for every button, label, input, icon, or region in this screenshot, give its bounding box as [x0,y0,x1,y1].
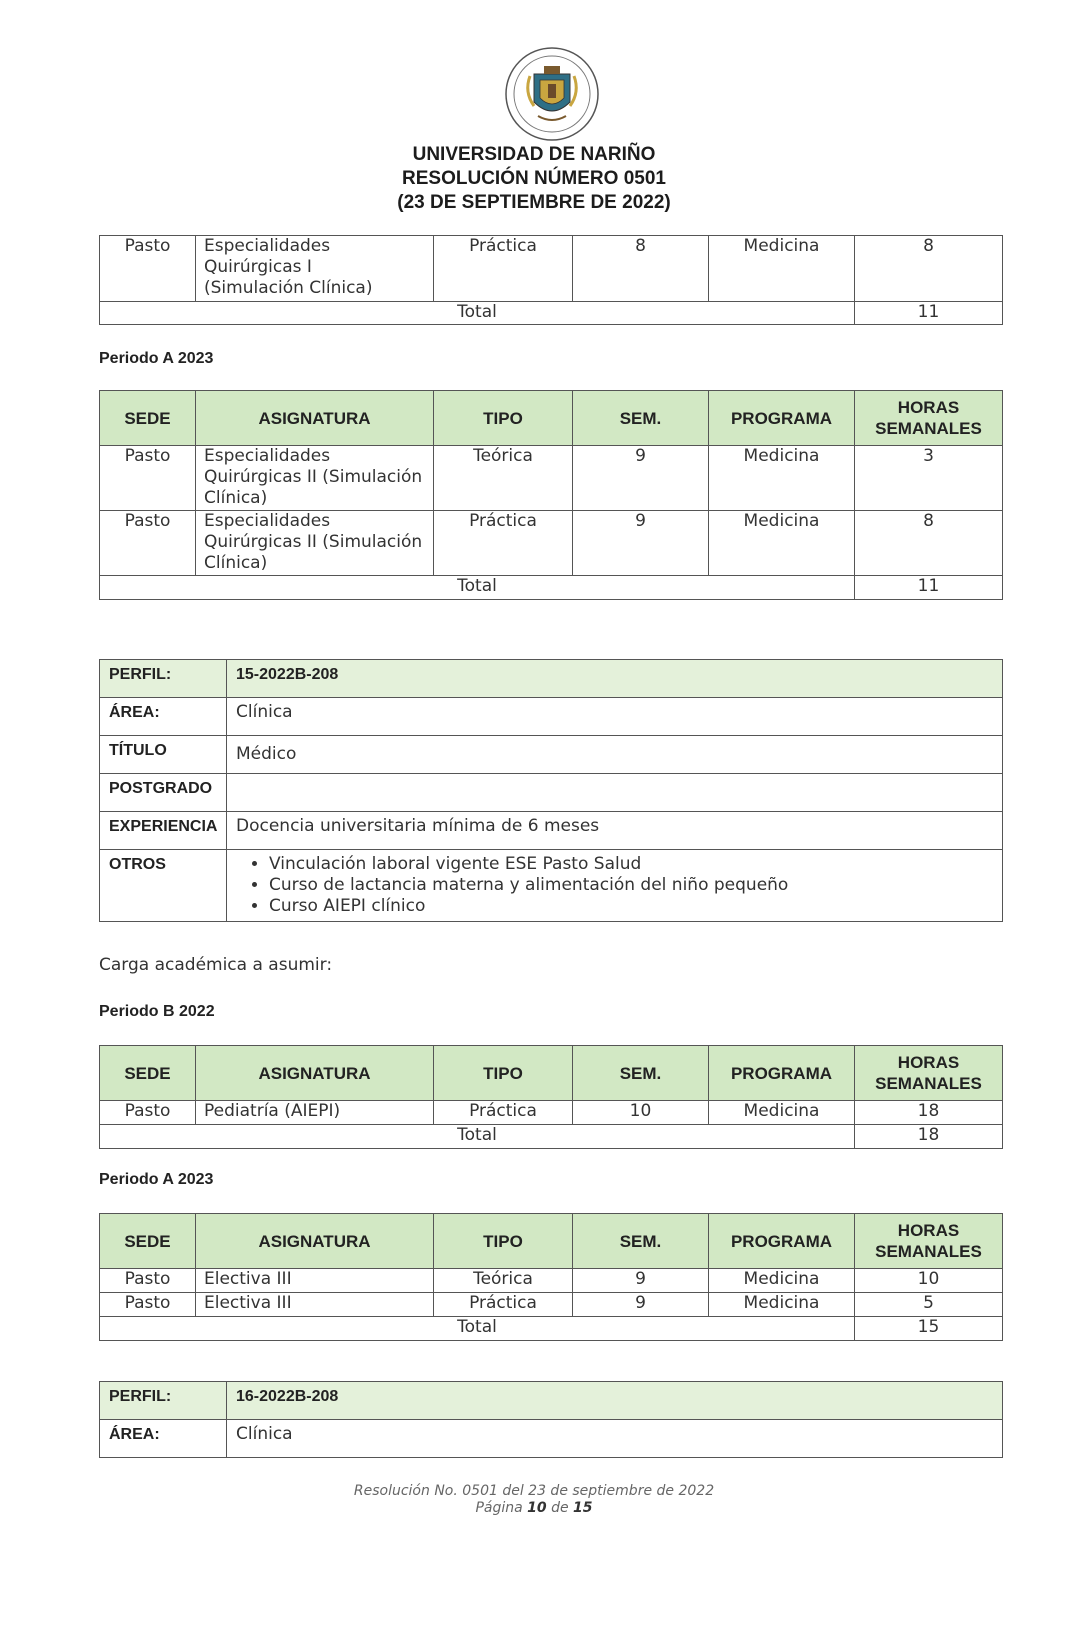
header-sem: SEM. [573,1046,709,1101]
total-label: Total [100,576,855,600]
cell-tipo: Práctica [434,236,573,302]
perfil-table-15 [99,659,1003,922]
table-row [100,1293,1003,1317]
area-label: ÁREA: [100,698,227,736]
cell-horas: 8 [855,511,1003,576]
cell-tipo: Teórica [434,1269,573,1293]
cell-sem: 9 [573,1293,709,1317]
titulo-label: TÍTULO [100,736,227,774]
schedule-table-periodo-b-2022 [99,1045,1003,1149]
header-asignatura: ASIGNATURA [196,1046,434,1101]
perfil-code: 15-2022B-208 [227,660,1003,698]
cell-programa: Medicina [709,446,855,511]
cell-programa: Medicina [709,236,855,302]
list-item: • Vinculación laboral vigente ESE Pasto Salud [269,854,993,875]
section-title: Periodo B 2022 [99,1003,215,1020]
otros-row [100,850,1003,922]
header-resolution-number: RESOLUCIÓN NÚMERO 0501 [402,168,666,189]
schedule-table-periodo-a-2023-electivas [99,1213,1003,1341]
header-sem: SEM. [573,1214,709,1269]
table-row [100,236,1003,302]
cell-asignatura: Electiva III [196,1293,434,1317]
cell-programa: Medicina [709,1269,855,1293]
cell-horas: 5 [855,1293,1003,1317]
footer-page-number: Página 10 de 15 [475,1500,593,1516]
postgrado-value [227,774,1003,812]
perfil-table-16 [99,1381,1003,1458]
list-item: • Curso de lactancia materna y alimentación del niño pequeño [269,875,993,896]
cell-sem: 9 [573,1269,709,1293]
cell-programa: Medicina [709,1101,855,1125]
table-header-row [100,1214,1003,1269]
experiencia-value: Docencia universitaria mínima de 6 meses [227,812,1003,850]
cell-asignatura: Especialidades Quirúrgicas II (Simulación Clínica) [196,446,434,511]
total-row [100,576,1003,600]
postgrado-label: POSTGRADO [100,774,227,812]
cell-sede: Pasto [100,236,196,302]
perfil-code: 16-2022B-208 [227,1382,1003,1420]
cell-asignatura: Especialidades Quirúrgicas II (Simulación Clínica) [196,511,434,576]
total-value: 11 [855,576,1003,600]
total-row [100,1317,1003,1341]
perfil-row [100,660,1003,698]
footer-resolution: Resolución No. 0501 del 23 de septiembre de 2022 [353,1483,715,1499]
cell-asignatura: Especialidades Quirúrgicas I (Simulación Clínica) [196,236,434,302]
header-horas: HORAS SEMANALES [855,1046,1003,1101]
total-value: 11 [855,302,1003,325]
header-asignatura: ASIGNATURA [196,391,434,446]
cell-horas: 8 [855,236,1003,302]
area-value: Clínica [227,1420,1003,1458]
cell-sede: Pasto [100,1269,196,1293]
cell-asignatura: Pediatría (AIEPI) [196,1101,434,1125]
cell-tipo: Práctica [434,511,573,576]
area-value: Clínica [227,698,1003,736]
cell-sede: Pasto [100,446,196,511]
cell-programa: Medicina [709,511,855,576]
cell-programa: Medicina [709,1293,855,1317]
experiencia-row [100,812,1003,850]
otros-label: OTROS [100,850,227,922]
cell-sem: 9 [573,511,709,576]
total-row [100,1125,1003,1149]
cell-sem: 9 [573,446,709,511]
otros-value [227,850,1003,922]
header-sede: SEDE [100,1214,196,1269]
total-row [100,302,1003,325]
schedule-table-continued [99,235,1003,325]
header-programa: PROGRAMA [709,391,855,446]
total-value: 15 [855,1317,1003,1341]
header-horas: HORAS SEMANALES [855,391,1003,446]
titulo-value: Médico [227,736,1003,774]
total-value: 18 [855,1125,1003,1149]
perfil-row [100,1382,1003,1420]
header-sede: SEDE [100,391,196,446]
schedule-table-periodo-a-2023 [99,390,1003,600]
area-label: ÁREA: [100,1420,227,1458]
total-label: Total [100,1317,855,1341]
cell-tipo: Teórica [434,446,573,511]
total-label: Total [100,1125,855,1149]
carga-academica-text: Carga académica a asumir: [99,955,333,975]
list-item: • Curso AIEPI clínico [269,896,993,917]
section-title: Periodo A 2023 [99,350,214,367]
table-header-row [100,1046,1003,1101]
header-university: UNIVERSIDAD DE NARIÑO [412,144,656,165]
cell-asignatura: Electiva III [196,1269,434,1293]
cell-sem: 8 [573,236,709,302]
total-label: Total [100,302,855,325]
cell-horas: 10 [855,1269,1003,1293]
area-row [100,1420,1003,1458]
titulo-row [100,736,1003,774]
header-tipo: TIPO [434,1214,573,1269]
cell-horas: 18 [855,1101,1003,1125]
cell-horas: 3 [855,446,1003,511]
header-asignatura: ASIGNATURA [196,1214,434,1269]
header-sem: SEM. [573,391,709,446]
header-sede: SEDE [100,1046,196,1101]
perfil-label: PERFIL: [100,1382,227,1420]
cell-sede: Pasto [100,1293,196,1317]
table-row [100,1101,1003,1125]
postgrado-row [100,774,1003,812]
header-tipo: TIPO [434,391,573,446]
otros-list [236,854,993,917]
perfil-label: PERFIL: [100,660,227,698]
table-row [100,1269,1003,1293]
section-title: Periodo A 2023 [99,1171,214,1188]
university-seal-logo [504,46,600,142]
table-header-row [100,391,1003,446]
cell-tipo: Práctica [434,1293,573,1317]
cell-sede: Pasto [100,1101,196,1125]
header-resolution-date: (23 DE SEPTIEMBRE DE 2022) [397,192,671,213]
cell-sem: 10 [573,1101,709,1125]
table-row [100,511,1003,576]
table-row [100,446,1003,511]
cell-sede: Pasto [100,511,196,576]
header-programa: PROGRAMA [709,1214,855,1269]
header-horas: HORAS SEMANALES [855,1214,1003,1269]
experiencia-label: EXPERIENCIA [100,812,227,850]
header-tipo: TIPO [434,1046,573,1101]
area-row [100,698,1003,736]
header-programa: PROGRAMA [709,1046,855,1101]
cell-tipo: Práctica [434,1101,573,1125]
